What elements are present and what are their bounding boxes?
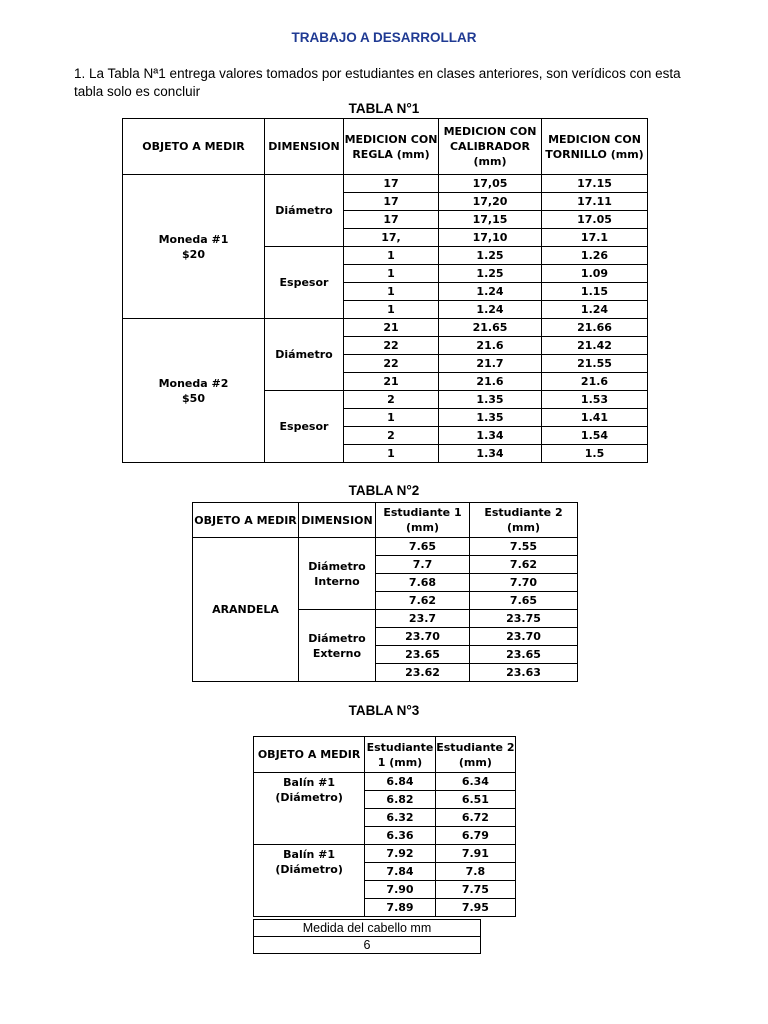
table-cell: 1.24 bbox=[439, 301, 542, 319]
table-cell: 1.15 bbox=[542, 283, 648, 301]
table-cell: 17.15 bbox=[542, 175, 648, 193]
table-cell: 21.42 bbox=[542, 337, 648, 355]
table-cell: 1.25 bbox=[439, 247, 542, 265]
table-cell: 7.62 bbox=[470, 556, 578, 574]
table-cell: 23.7 bbox=[376, 610, 470, 628]
table-cell: 23.63 bbox=[470, 664, 578, 682]
table3 bbox=[253, 736, 516, 917]
table-cell: 1 bbox=[344, 247, 439, 265]
dimension-label: Espesor bbox=[265, 247, 344, 319]
table-cell: 17,10 bbox=[439, 229, 542, 247]
table-cell: 7.68 bbox=[376, 574, 470, 592]
table1-caption: TABLA N°1 bbox=[348, 101, 420, 116]
table-cell: 22 bbox=[344, 355, 439, 373]
table3-header-est1: Estudiante 1 (mm) bbox=[365, 737, 436, 773]
table-cell: 6.36 bbox=[365, 827, 436, 845]
table-cell: 7.90 bbox=[365, 881, 436, 899]
dimension-label: Espesor bbox=[265, 391, 344, 463]
dimension-label: Diámetro Externo bbox=[299, 610, 376, 682]
table-cell: 1.5 bbox=[542, 445, 648, 463]
table2-header-objeto: OBJETO A MEDIR bbox=[193, 503, 299, 538]
hair-measure-label: Medida del cabello mm bbox=[254, 920, 481, 937]
table-cell: 1.35 bbox=[439, 391, 542, 409]
object-value: $50 bbox=[182, 391, 205, 405]
table-cell: 6.34 bbox=[435, 773, 515, 791]
table3-object-balin1: Balín #1 (Diámetro) bbox=[254, 773, 365, 845]
table2-header-est1: Estudiante 1 (mm) bbox=[376, 503, 470, 538]
table3-object-balin2: Balín #1 (Diámetro) bbox=[254, 845, 365, 917]
table1-header-regla: MEDICION CON REGLA (mm) bbox=[344, 119, 439, 175]
table-cell: 7.55 bbox=[470, 538, 578, 556]
table-cell: 23.70 bbox=[376, 628, 470, 646]
table-cell: 7.7 bbox=[376, 556, 470, 574]
table-cell: 7.95 bbox=[435, 899, 515, 917]
table-cell: 6.32 bbox=[365, 809, 436, 827]
table-cell: 1.53 bbox=[542, 391, 648, 409]
table-cell: 1.26 bbox=[542, 247, 648, 265]
table-cell: 17.05 bbox=[542, 211, 648, 229]
table-cell: 23.65 bbox=[376, 646, 470, 664]
table-cell: 1.35 bbox=[439, 409, 542, 427]
table-cell: 1.54 bbox=[542, 427, 648, 445]
object-name: Moneda #1 bbox=[158, 232, 229, 246]
table-cell: 21 bbox=[344, 373, 439, 391]
table3-caption: TABLA N°3 bbox=[348, 703, 420, 718]
table-cell: 6.72 bbox=[435, 809, 515, 827]
hair-measure-value: 6 bbox=[254, 937, 481, 954]
table-cell: 17,20 bbox=[439, 193, 542, 211]
table-cell: 17.1 bbox=[542, 229, 648, 247]
table-cell: 17.11 bbox=[542, 193, 648, 211]
table2-header-dimension: DIMENSION bbox=[299, 503, 376, 538]
table-cell: 23.65 bbox=[470, 646, 578, 664]
table-cell: 2 bbox=[344, 427, 439, 445]
table2-object-arandela: ARANDELA bbox=[193, 538, 299, 682]
object-name: Moneda #2 bbox=[158, 376, 229, 390]
table1-object-moneda2 bbox=[123, 319, 265, 463]
table1-header-calibrador: MEDICION CON CALIBRADOR (mm) bbox=[439, 119, 542, 175]
table3-header-est2: Estudiante 2 (mm) bbox=[435, 737, 515, 773]
table-cell: 22 bbox=[344, 337, 439, 355]
table-cell: 7.84 bbox=[365, 863, 436, 881]
table-cell: 7.62 bbox=[376, 592, 470, 610]
table-cell: 21.55 bbox=[542, 355, 648, 373]
table-cell: 6.82 bbox=[365, 791, 436, 809]
table-cell: 6.84 bbox=[365, 773, 436, 791]
table-cell: 23.70 bbox=[470, 628, 578, 646]
table-cell: 1.41 bbox=[542, 409, 648, 427]
table-cell: 1.25 bbox=[439, 265, 542, 283]
table-cell: 7.70 bbox=[470, 574, 578, 592]
table-cell: 1 bbox=[344, 445, 439, 463]
table-cell: 21.7 bbox=[439, 355, 542, 373]
table-cell: 1 bbox=[344, 301, 439, 319]
table1-header-objeto: OBJETO A MEDIR bbox=[123, 119, 265, 175]
table-cell: 7.89 bbox=[365, 899, 436, 917]
table-cell: 17,05 bbox=[439, 175, 542, 193]
table-cell: 6.51 bbox=[435, 791, 515, 809]
table-cell: 21.65 bbox=[439, 319, 542, 337]
intro-paragraph: 1. La Tabla Nª1 entrega valores tomados por estudiantes en clases anteriores, son verídicos con esta tabla solo es concluir bbox=[74, 66, 681, 99]
table-cell: 7.75 bbox=[435, 881, 515, 899]
table-cell: 17, bbox=[344, 229, 439, 247]
table-cell: 1.09 bbox=[542, 265, 648, 283]
table-cell: 6.79 bbox=[435, 827, 515, 845]
table2-header-est2: Estudiante 2 (mm) bbox=[470, 503, 578, 538]
table-cell: 21.6 bbox=[542, 373, 648, 391]
table-cell: 1.34 bbox=[439, 427, 542, 445]
table-cell: 17 bbox=[344, 175, 439, 193]
table-cell: 1 bbox=[344, 409, 439, 427]
table1-header-dimension: DIMENSION bbox=[265, 119, 344, 175]
dimension-label: Diámetro bbox=[265, 319, 344, 391]
table-cell: 7.8 bbox=[435, 863, 515, 881]
table-cell: 1.34 bbox=[439, 445, 542, 463]
table-cell: 7.65 bbox=[470, 592, 578, 610]
table-cell: 2 bbox=[344, 391, 439, 409]
table-cell: 1 bbox=[344, 283, 439, 301]
table-cell: 7.65 bbox=[376, 538, 470, 556]
document-title: TRABAJO A DESARROLLAR bbox=[291, 30, 477, 45]
table1-header-tornillo: MEDICION CON TORNILLO (mm) bbox=[542, 119, 648, 175]
table-cell: 21 bbox=[344, 319, 439, 337]
table3-header-objeto: OBJETO A MEDIR bbox=[254, 737, 365, 773]
table-cell: 17 bbox=[344, 193, 439, 211]
table-cell: 1.24 bbox=[439, 283, 542, 301]
table-cell: 21.6 bbox=[439, 373, 542, 391]
table-cell: 1 bbox=[344, 265, 439, 283]
table1 bbox=[122, 118, 648, 463]
table2 bbox=[192, 502, 578, 682]
table-cell: 23.75 bbox=[470, 610, 578, 628]
table-cell: 17 bbox=[344, 211, 439, 229]
table-cell: 17,15 bbox=[439, 211, 542, 229]
hair-measure-table bbox=[253, 919, 481, 954]
table-cell: 21.6 bbox=[439, 337, 542, 355]
table-cell: 1.24 bbox=[542, 301, 648, 319]
dimension-label: Diámetro Interno bbox=[299, 538, 376, 610]
table-cell: 7.92 bbox=[365, 845, 436, 863]
table-cell: 23.62 bbox=[376, 664, 470, 682]
table-cell: 7.91 bbox=[435, 845, 515, 863]
table2-caption: TABLA N°2 bbox=[348, 483, 420, 498]
object-value: $20 bbox=[182, 247, 205, 261]
table1-object-moneda1 bbox=[123, 175, 265, 319]
table-cell: 21.66 bbox=[542, 319, 648, 337]
dimension-label: Diámetro bbox=[265, 175, 344, 247]
